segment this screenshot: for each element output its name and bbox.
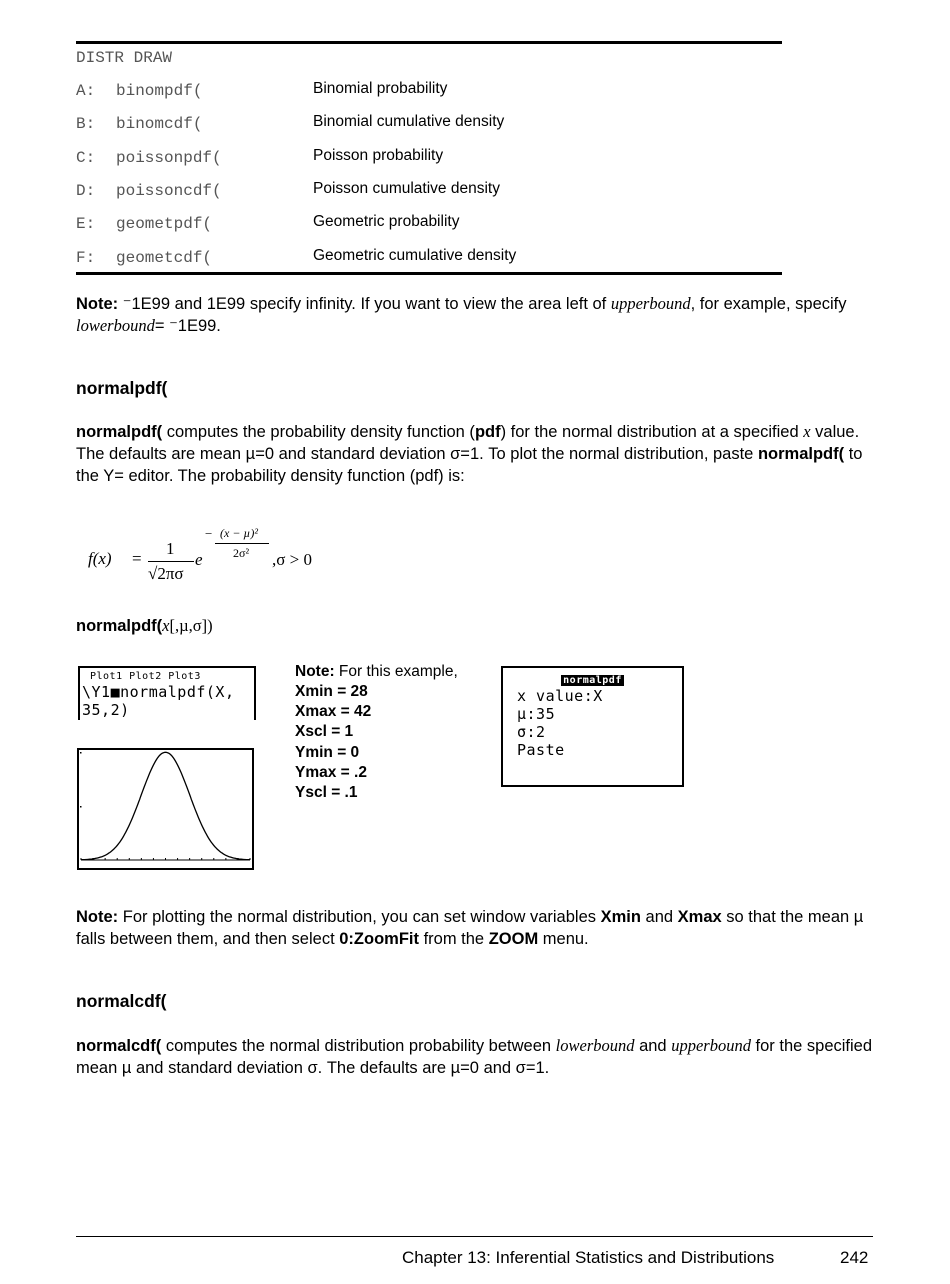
menu-key: A: bbox=[76, 82, 96, 100]
footer-rule bbox=[76, 1236, 873, 1237]
function-name: poissoncdf( bbox=[116, 181, 222, 200]
function-name: binomcdf( bbox=[116, 115, 203, 134]
wizard-line: µ:35 bbox=[517, 705, 556, 723]
footer-page-number: 242 bbox=[840, 1248, 869, 1267]
table-bottom-rule bbox=[76, 272, 782, 275]
wizard-line: x value:X bbox=[517, 687, 603, 705]
menu-key: F: bbox=[76, 248, 96, 267]
distr-menu-row bbox=[76, 146, 782, 182]
function-name: geometcdf( bbox=[116, 248, 213, 267]
y-tick bbox=[80, 806, 82, 808]
section-heading-normalpdf: normalpdf( bbox=[76, 378, 168, 398]
formula-lhs: f(x) bbox=[88, 549, 112, 568]
menu-key: E: bbox=[76, 215, 96, 234]
y1-equation-line1: \Y1■normalpdf(X, bbox=[82, 683, 235, 701]
example-window-note: Note: For this example, Xmin = 28 Xmax = 42 Xscl = 1 Ymin = 0 Ymax = .2 Yscl = .1 bbox=[295, 662, 458, 803]
function-name: poissonpdf( bbox=[116, 148, 222, 167]
function-description: Geometric probability bbox=[313, 213, 460, 231]
formula-equals: = bbox=[132, 549, 142, 568]
function-name: geometpdf( bbox=[116, 215, 213, 234]
exponent-denominator: 2σ² bbox=[233, 546, 250, 560]
fraction-bar bbox=[148, 561, 194, 562]
pdf-formula bbox=[88, 520, 348, 590]
plot-row: Plot1 Plot2 Plot3 bbox=[90, 671, 201, 682]
function-description: Poisson cumulative density bbox=[313, 179, 500, 197]
distr-menu-row bbox=[76, 82, 782, 115]
function-name: binompdf( bbox=[116, 82, 203, 100]
menu-key: B: bbox=[76, 115, 96, 134]
note-plotting: Note: For plotting the normal distribution, you can set window variables Xmin and Xmax so that the mean µ falls between them, and then select 0:ZoomFit from the ZOOM menu. bbox=[76, 908, 864, 948]
distr-menu-row bbox=[76, 246, 782, 282]
normalpdf-description: normalpdf( computes the probability density function (pdf) for the normal distribution at a specified x value. The defaults are mean µ=0 and standard deviation σ=1. To plot the normal distribution, paste normalpdf( to the Y= editor. The probability density function (pdf) is: bbox=[76, 422, 863, 485]
function-description: Binomial probability bbox=[313, 80, 448, 97]
table-top-rule bbox=[76, 41, 782, 44]
section-heading-normalcdf: normalcdf( bbox=[76, 991, 167, 1011]
formula-numerator: 1 bbox=[166, 539, 175, 558]
window-setting: Xmax = 42 bbox=[295, 703, 372, 721]
exponent-numerator: (x − µ)² bbox=[220, 526, 258, 540]
distr-menu-row bbox=[76, 115, 782, 148]
window-setting: Xmin = 28 bbox=[295, 683, 368, 700]
wizard-title: normalpdf bbox=[563, 675, 622, 686]
formula-denominator: √2πσ bbox=[148, 564, 184, 583]
y-tick bbox=[80, 752, 82, 754]
exponent-minus: − bbox=[205, 526, 213, 541]
calculator-screen-normalpdf-wizard bbox=[501, 666, 684, 787]
normalcdf-description: normalcdf( computes the normal distribution probability between lowerbound and upperbound for the specified mean µ and standard deviation σ. The defaults are µ=0 and σ=1. bbox=[76, 1036, 873, 1077]
normal-curve-graph-screen bbox=[77, 748, 254, 870]
footer-chapter: Chapter 13: Inferential Statistics and Distributions bbox=[402, 1248, 775, 1267]
function-description: Geometric cumulative density bbox=[313, 246, 517, 264]
wizard-line: Paste bbox=[517, 741, 565, 759]
window-setting: Ymax = .2 bbox=[295, 763, 367, 781]
table-header: DISTR DRAW bbox=[76, 49, 173, 67]
formula-condition: ,σ > 0 bbox=[272, 550, 313, 569]
wizard-line: σ:2 bbox=[517, 723, 546, 741]
y1-equation-line2: 35,2) bbox=[82, 701, 130, 719]
normalpdf-syntax: normalpdf(x[,µ,σ]) bbox=[76, 616, 213, 635]
distr-menu-row bbox=[76, 179, 782, 215]
exponent-fraction-bar bbox=[215, 543, 269, 544]
note-infinity: Note: ⁻1E99 and 1E99 specify infinity. If you want to view the area left of upperbound, for example, specify lowerbound= ⁻1E99. bbox=[76, 294, 847, 335]
function-description: Binomial cumulative density bbox=[313, 113, 505, 131]
function-description: Poisson probability bbox=[313, 146, 444, 164]
formula-e: e bbox=[195, 550, 203, 569]
window-setting: Yscl = .1 bbox=[295, 784, 358, 802]
menu-key: C: bbox=[76, 148, 96, 167]
window-setting: Ymin = 0 bbox=[295, 743, 360, 761]
distr-menu-row bbox=[76, 215, 782, 248]
calculator-screen-y-editor bbox=[78, 666, 256, 720]
window-setting: Xscl = 1 bbox=[295, 723, 354, 741]
menu-key: D: bbox=[76, 181, 96, 200]
